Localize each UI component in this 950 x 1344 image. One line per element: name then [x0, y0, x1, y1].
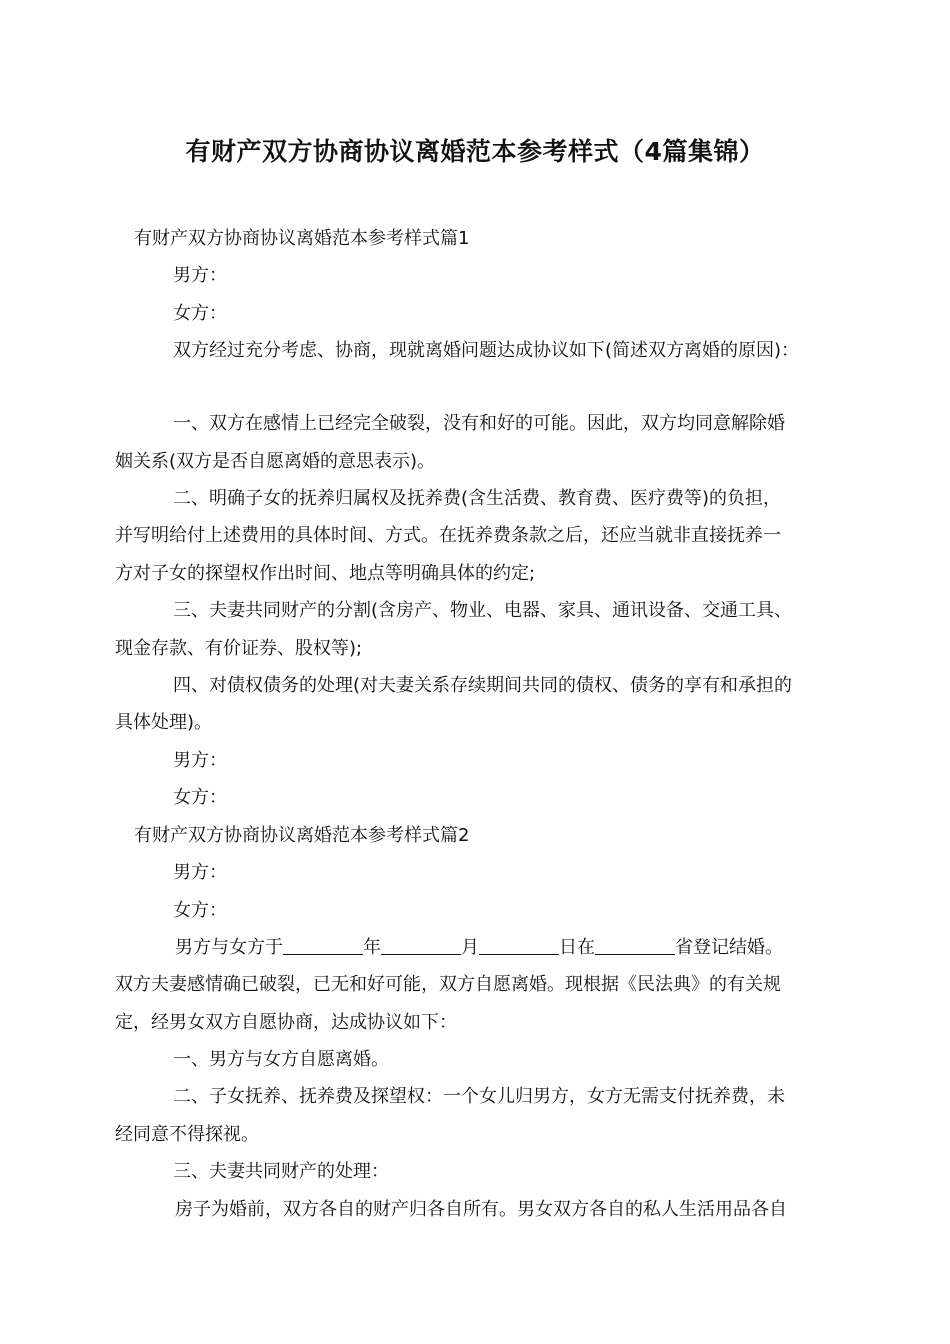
part1-item2-line1: 二、明确子女的抚养归属权及抚养费(含生活费、教育费、医疗费等)的负担， [173, 488, 782, 509]
part1-item2-line2: 并写明给付上述费用的具体时间、方式。在抚养费条款之后，还应当就非直接抚养一 [115, 525, 781, 546]
part2-wife-label: 女方： [173, 900, 227, 921]
part1-item3-line2: 现金存款、有价证券、股权等); [115, 638, 363, 659]
marriage-month: 月 [461, 937, 479, 958]
province-blank [595, 934, 675, 955]
part1-item1-line1: 一、双方在感情上已经完全破裂，没有和好的可能。因此，双方均同意解除婚 [173, 413, 785, 434]
part1-wife-sign: 女方： [173, 787, 227, 808]
part2-item3-detail: 房子为婚前，双方各自的财产归各自所有。男女双方各自的私人生活用品各自 [175, 1199, 787, 1220]
document-title: 有财产双方协商协议离婚范本参考样式（4篇集锦） [185, 137, 765, 166]
part2-husband-label: 男方： [173, 862, 227, 883]
part1-husband-sign: 男方： [173, 750, 227, 771]
part2-para-line2: 双方夫妻感情确已破裂，已无和好可能，双方自愿离婚。现根据《民法典》的有关规 [115, 974, 781, 995]
part1-heading: 有财产双方协商协议离婚范本参考样式篇1 [134, 228, 470, 249]
part2-marriage-line [175, 929, 900, 966]
part2-item1: 一、男方与女方自愿离婚。 [173, 1049, 389, 1070]
part2-item2-line2: 经同意不得探视。 [115, 1124, 259, 1145]
marriage-year: 年 [363, 937, 381, 958]
day-blank [479, 934, 559, 955]
part2-item2-line1: 二、子女抚养、抚养费及探望权：一个女儿归男方，女方无需支付抚养费，未 [173, 1086, 785, 1107]
marriage-prefix: 男方与女方于 [175, 937, 283, 958]
part1-item1-line2: 姻关系(双方是否自愿离婚的意思表示)。 [115, 451, 436, 472]
part1-item2-line3: 方对子女的探望权作出时间、地点等明确具体的约定; [115, 563, 536, 584]
part1-wife-label: 女方： [173, 303, 227, 324]
part2-heading: 有财产双方协商协议离婚范本参考样式篇2 [134, 825, 470, 846]
part2-para-line3: 定，经男女双方自愿协商，达成协议如下： [115, 1012, 457, 1033]
part2-item3: 三、夫妻共同财产的处理： [173, 1161, 389, 1182]
month-blank [381, 934, 461, 955]
marriage-day: 日在 [559, 937, 595, 958]
part1-item4-line1: 四、对债权债务的处理(对夫妻关系存续期间共同的债权、债务的享有和承担的 [173, 675, 793, 696]
part1-intro: 双方经过充分考虑、协商，现就离婚问题达成协议如下(简述双方离婚的原因)： [173, 340, 800, 361]
marriage-suffix: 省登记结婚。 [675, 937, 783, 958]
part1-item3-line1: 三、夫妻共同财产的分割(含房产、物业、电器、家具、通讯设备、交通工具、 [173, 600, 793, 621]
part1-item4-line2: 具体处理)。 [115, 712, 213, 733]
year-blank [283, 934, 363, 955]
part1-husband-label: 男方： [173, 265, 227, 286]
